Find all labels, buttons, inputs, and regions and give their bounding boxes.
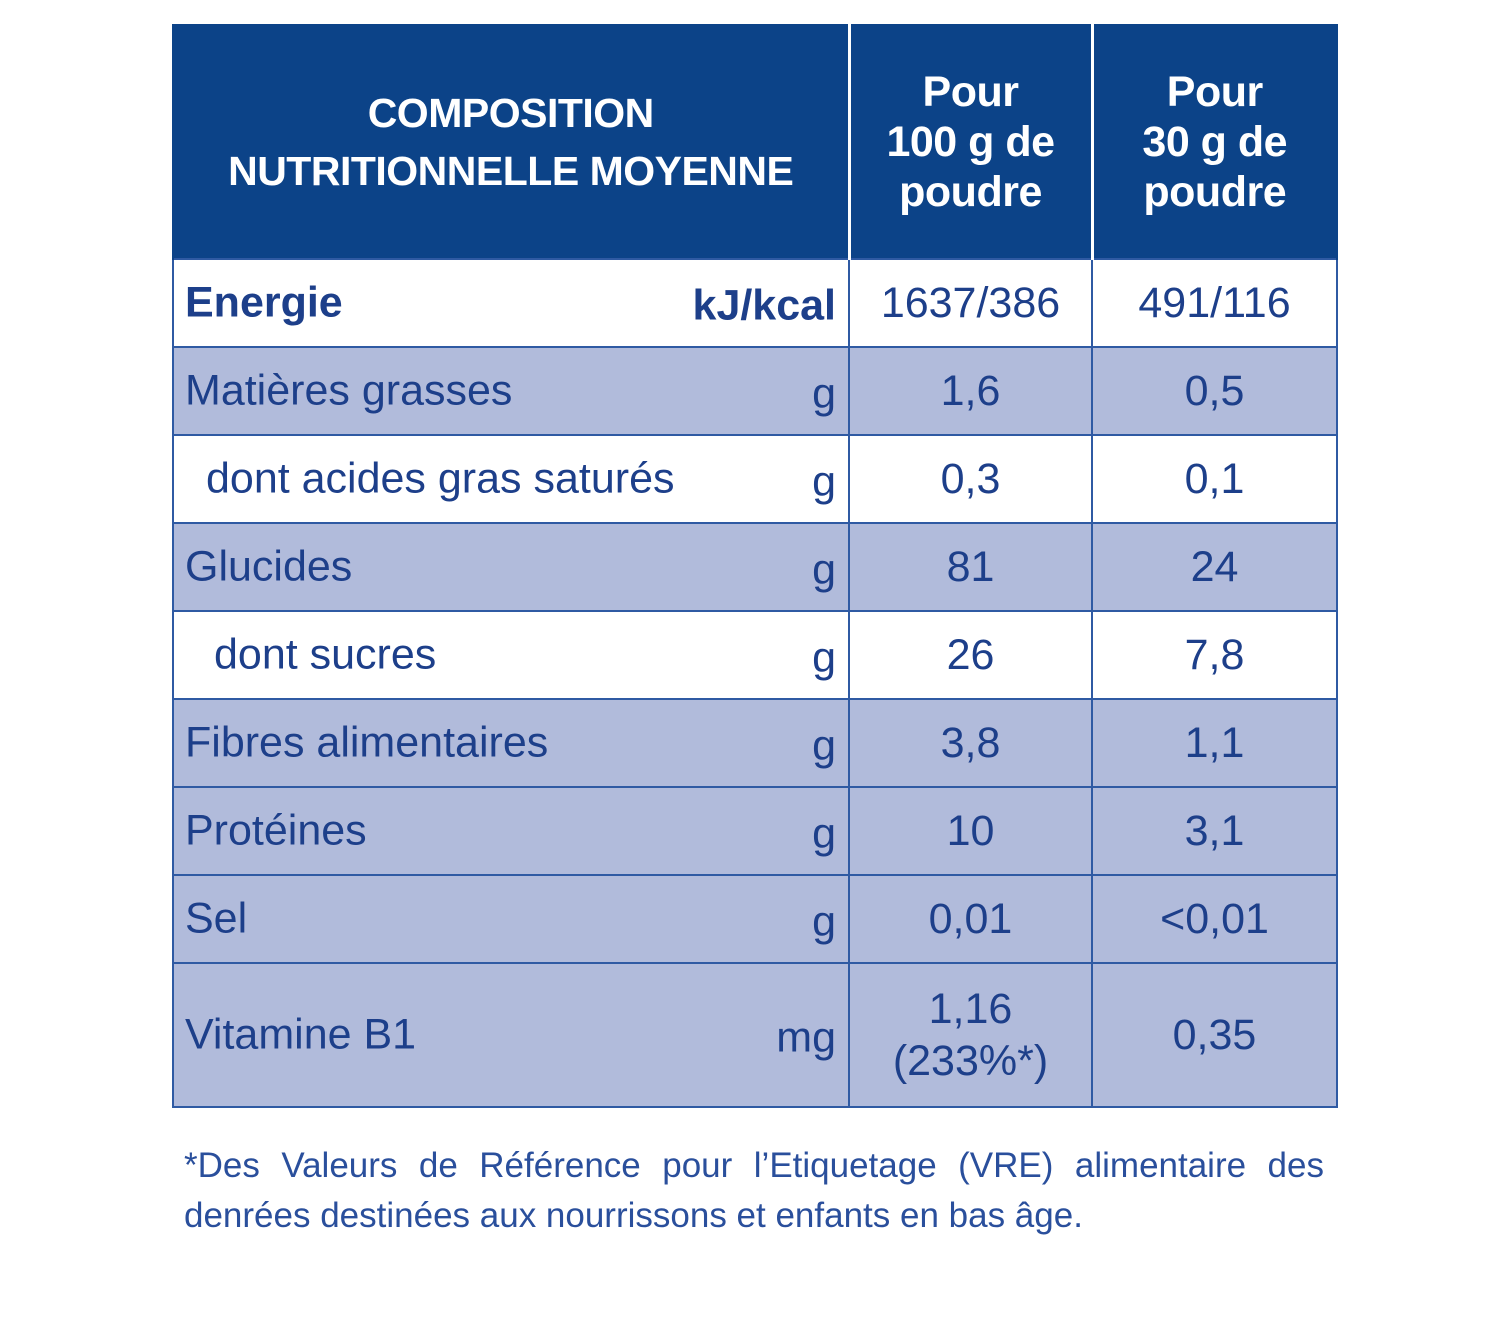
row-label: dont sucres (214, 630, 437, 679)
value-per-30g: 7,8 (1092, 611, 1337, 699)
value-per-100g: 1,16 (928, 985, 1013, 1033)
value-per-100g: 10 (849, 787, 1092, 875)
value-per-30g: 3,1 (1092, 787, 1337, 875)
header-per-100g-line: Pour (922, 68, 1019, 116)
table-row-matieres-grasses (173, 347, 1337, 435)
table-header-row (173, 25, 1337, 259)
table-row-glucides (173, 523, 1337, 611)
row-unit: g (812, 809, 836, 858)
row-label-cell (173, 347, 849, 435)
table-row-sucres (173, 611, 1337, 699)
value-per-30g: 0,35 (1092, 963, 1337, 1107)
row-unit: g (812, 721, 836, 770)
row-label-cell (173, 523, 849, 611)
table-row-fibres (173, 699, 1337, 787)
value-percent-vre: (233%*) (892, 1037, 1049, 1085)
row-unit: g (812, 457, 836, 506)
value-per-30g: <0,01 (1092, 875, 1337, 963)
table-row-vitamine-b1 (173, 963, 1337, 1107)
header-per-100g-line: poudre (899, 168, 1042, 216)
row-unit: g (812, 545, 836, 594)
value-per-100g: 3,8 (849, 699, 1092, 787)
header-per-100g (849, 25, 1092, 259)
footnote: *Des Valeurs de Référence pour l’Etiquetage (VRE) alimentaire des denrées destinées aux nourrissons et enfants en bas âge. (184, 1146, 1324, 1235)
row-unit: g (812, 369, 836, 418)
row-label: Vitamine B1 (185, 1010, 417, 1059)
table-row-energie (173, 259, 1337, 347)
row-unit: kJ/kcal (692, 281, 836, 330)
row-label-cell (173, 963, 849, 1107)
table-row-proteines (173, 787, 1337, 875)
row-label: Protéines (185, 806, 367, 855)
value-per-100g: 81 (849, 523, 1092, 611)
row-label: Glucides (185, 542, 353, 591)
row-unit: g (812, 633, 836, 682)
header-per-30g-line: Pour (1166, 68, 1263, 116)
header-title-line: COMPOSITION (367, 90, 654, 136)
header-per-30g-line: 30 g de (1142, 118, 1288, 166)
row-label: dont acides gras saturés (206, 454, 675, 503)
row-label-cell (173, 435, 849, 523)
row-label: Matières grasses (185, 366, 513, 415)
value-per-30g: 491/116 (1092, 259, 1337, 347)
header-per-100g-line: 100 g de (886, 118, 1055, 166)
row-label-cell (173, 787, 849, 875)
value-per-100g: 26 (849, 611, 1092, 699)
row-label-cell (173, 611, 849, 699)
row-unit: mg (776, 1013, 836, 1062)
header-title-line: NUTRITIONNELLE MOYENNE (228, 148, 794, 194)
value-per-100g-cell (849, 963, 1092, 1107)
nutrition-table (172, 24, 1338, 1108)
row-label: Fibres alimentaires (185, 718, 549, 767)
value-per-30g: 0,1 (1092, 435, 1337, 523)
row-unit: g (812, 897, 836, 946)
value-per-30g: 24 (1092, 523, 1337, 611)
value-per-30g: 1,1 (1092, 699, 1337, 787)
row-label: Sel (185, 894, 248, 943)
row-label-cell (173, 259, 849, 347)
value-per-100g: 0,01 (849, 875, 1092, 963)
row-label-cell (173, 875, 849, 963)
table-row-acides-gras-satures (173, 435, 1337, 523)
header-per-30g-line: poudre (1143, 168, 1287, 216)
header-title (173, 25, 849, 259)
value-per-100g: 1637/386 (849, 259, 1092, 347)
table-row-sel (173, 875, 1337, 963)
value-per-100g: 0,3 (849, 435, 1092, 523)
header-per-30g (1092, 25, 1337, 259)
value-per-100g: 1,6 (849, 347, 1092, 435)
row-label-cell (173, 699, 849, 787)
value-per-30g: 0,5 (1092, 347, 1337, 435)
row-label: Energie (185, 278, 343, 327)
